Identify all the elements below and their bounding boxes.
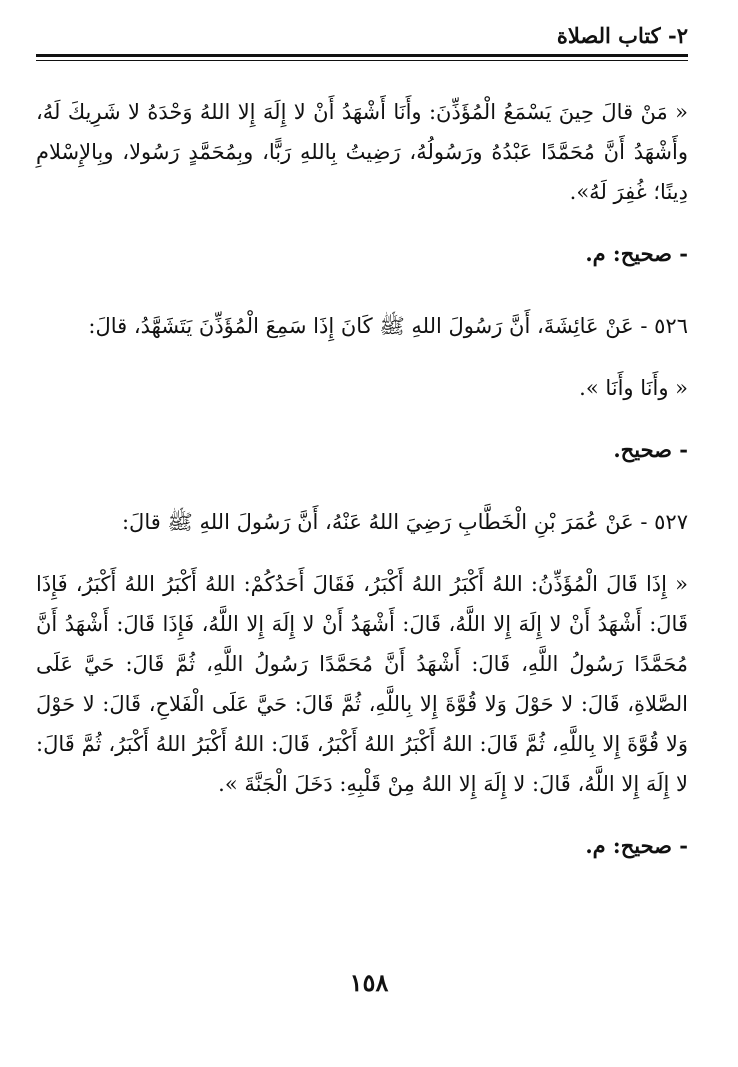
hadith-527-grade: - صحيح: م.: [585, 833, 688, 858]
running-header: ٢- كتاب الصلاة: [556, 23, 688, 48]
spacer: [36, 274, 688, 306]
hadith-526-quote: « وأَنَا وأَنَا ».: [579, 376, 688, 400]
header-rule-thick: [36, 54, 688, 57]
hadith-527-text: « إِذَا قَالَ الْمُؤَذِّنُ: اللهُ أَكْبَرُ اللهُ أَكْبَرُ، فَقَالَ أَحَدُكُمْ: اللهُ أَكْبَرُ اللهُ أَكْبَرُ، فَإِذَا قَالَ: أَشْهَدُ أَنْ لا إِلَهَ إِلا اللَّهُ، قَالَ: أَشْهَدُ أَنْ لا إِلَهَ إِلا اللَّهُ، فَإِذَا قَالَ: أَشْهَدُ أَنَّ مُحَمَّدًا رَسُولُ اللَّهِ، قَالَ: أَشْهَدُ أَنَّ مُحَمَّدًا رَسُولُ اللَّهِ، ثُمَّ قَالَ: حَيَّ عَلَى الصَّلاةِ، قَالَ: لا حَوْلَ وَلا قُوَّةَ إِلا بِاللَّهِ، ثُمَّ قَالَ: حَيَّ عَلَى الْفَلاحِ، قَالَ: لا حَوْلَ وَلا قُوَّةَ إِلا بِاللَّهِ، ثُمَّ قَالَ: اللهُ أَكْبَرُ اللهُ أَكْبَرُ، قَالَ: اللهُ أَكْبَرُ اللهُ أَكْبَرُ، ثُمَّ قَالَ: لا إِلَهَ إِلا اللَّهُ، قَالَ: لا إِلَهَ إِلا اللهُ مِنْ قَلْبِهِ: دَخَلَ الْجَنَّةَ ».: [36, 572, 688, 796]
spacer: [36, 804, 688, 826]
spacer: [36, 346, 688, 368]
hadith-526-grade: - صحيح.: [613, 437, 688, 462]
hadith-525-text: « مَنْ قالَ حِينَ يَسْمَعُ الْمُؤَذِّنَ: وأَنَا أَشْهَدُ أَنْ لا إِلَهَ إِلا اللهُ وَحْدَهُ لا شَرِيكَ لَهُ، وأَشْهَدُ أَنَّ مُحَمَّدًا عَبْدُهُ ورَسُولُهُ، رَضِيتُ بِاللهِ رَبًّا، وبِمُحَمَّدٍ رَسُولا، وبِالإِسْلامِ دِينًا؛ غُفِرَ لَهُ».: [36, 100, 688, 204]
page-number: ١٥٨: [349, 968, 389, 997]
hadith-527-intro: ٥٢٧ - عَنْ عُمَرَ بْنِ الْخَطَّابِ رَضِيَ اللهُ عَنْهُ، أَنَّ رَسُولَ اللهِ ﷺ قالَ:: [121, 510, 688, 534]
hadith-525-grade: - صحيح: م.: [585, 241, 688, 266]
hadith-526-text: ٥٢٦ - عَنْ عَائِشَةَ، أَنَّ رَسُولَ اللهِ ﷺ كَانَ إِذَا سَمِعَ الْمُؤَذِّنَ يَتَشَهَّدُ، قالَ:: [88, 314, 688, 338]
page-body: [36, 92, 688, 866]
spacer: [36, 408, 688, 430]
spacer: [36, 470, 688, 502]
spacer: [36, 542, 688, 564]
header-rule-thin: [36, 60, 688, 61]
spacer: [36, 212, 688, 234]
